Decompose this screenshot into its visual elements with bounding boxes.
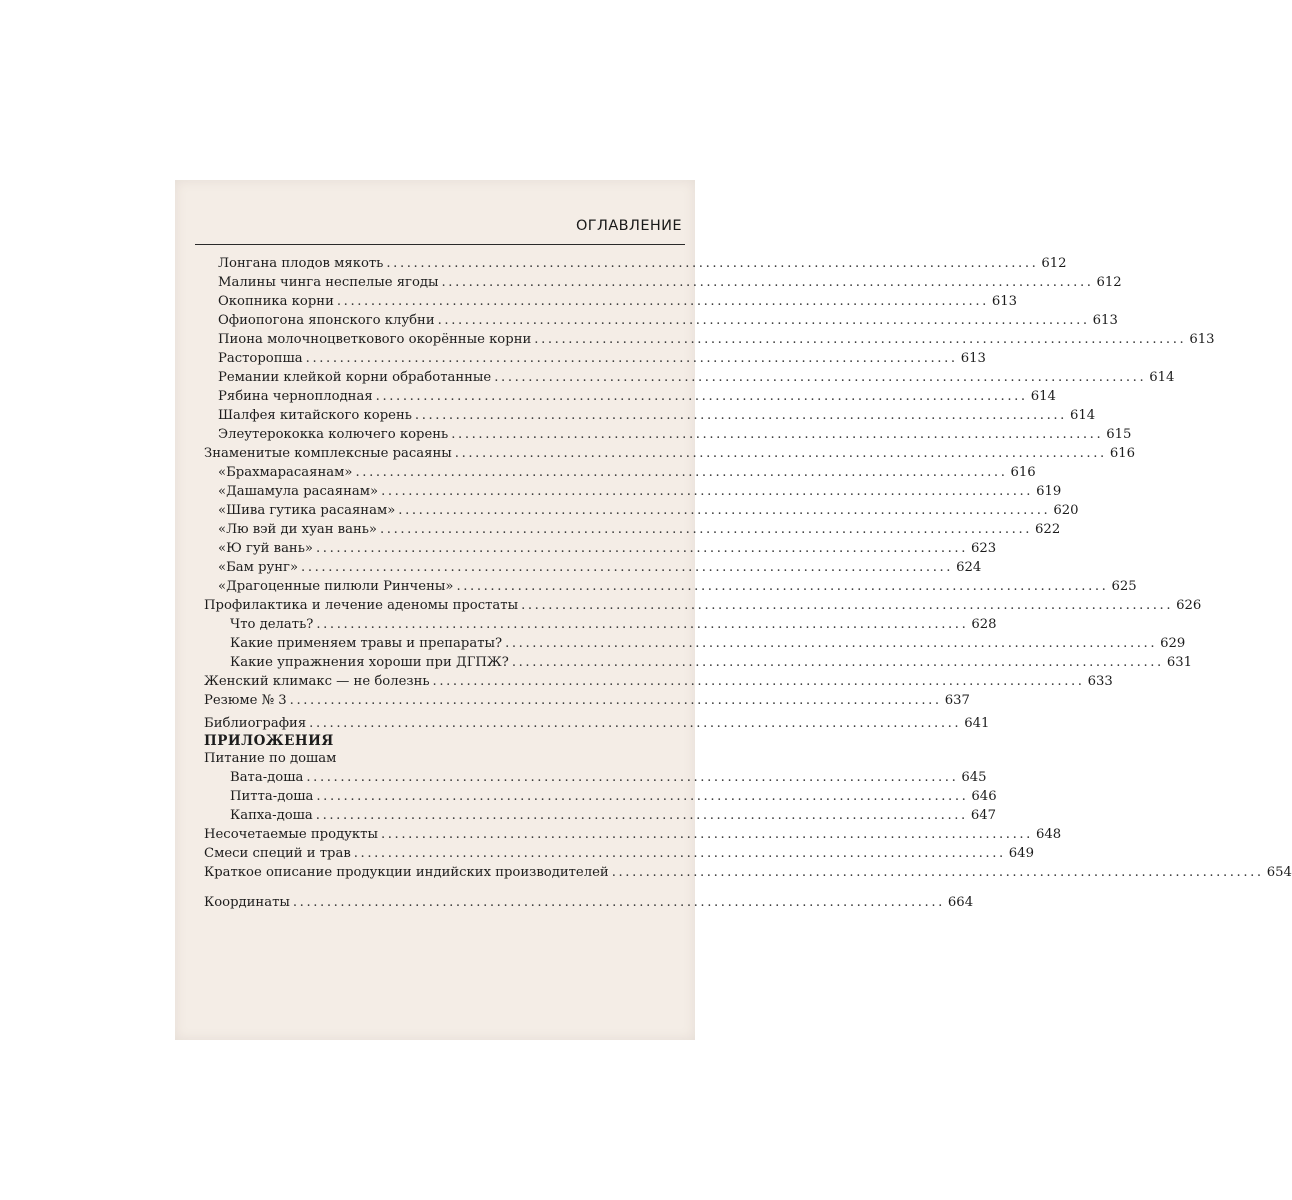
toc-leader-dots: ................................................................................................ xyxy=(511,655,1164,670)
toc-page-number: 624 xyxy=(956,560,982,575)
toc-entry-title: «Ю гуй вань» xyxy=(218,541,313,556)
toc-page-number: 623 xyxy=(971,541,997,556)
toc-entry-title: Вата-доша xyxy=(230,770,304,785)
toc-leader-dots: ................................................................................................ xyxy=(305,351,958,366)
toc-page-number: 619 xyxy=(1036,484,1062,499)
toc-page-number: 614 xyxy=(1030,389,1056,404)
toc-entry[interactable] xyxy=(218,503,1079,519)
toc-entry[interactable] xyxy=(218,541,997,557)
toc-entry-title: Краткое описание продукции индийских производителей xyxy=(204,865,609,880)
toc-leader-dots: ................................................................................................ xyxy=(380,522,1033,537)
toc-page-number: 664 xyxy=(947,895,974,910)
toc-leader-dots: ................................................................................................ xyxy=(306,770,959,785)
toc-entry[interactable] xyxy=(204,693,970,709)
toc-entry-title: Офиопогона японского клубни xyxy=(218,313,435,328)
toc-entry[interactable] xyxy=(218,370,1175,386)
toc-leader-dots: ................................................................................................ xyxy=(398,503,1051,518)
toc-entry-title: Библиография xyxy=(204,716,307,731)
toc-entry-title: Резюме № 3 xyxy=(204,693,287,708)
toc-page-number: 613 xyxy=(960,351,986,366)
toc-page-number: 613 xyxy=(991,294,1018,309)
toc-page-number: 612 xyxy=(1041,256,1067,271)
toc-leader-dots: ................................................................................................ xyxy=(315,541,969,556)
toc-entry-title: Окопника корни xyxy=(218,294,334,309)
toc-page-number: 615 xyxy=(1106,427,1132,442)
toc-page-number: 613 xyxy=(1189,332,1215,347)
toc-entry[interactable] xyxy=(218,484,1062,500)
toc-entry-title: Рябина черноплодная xyxy=(218,389,373,404)
toc-page-number: 612 xyxy=(1096,275,1122,290)
toc-entry[interactable] xyxy=(230,636,1186,652)
toc-entry-title: «Бам рунг» xyxy=(218,560,299,575)
toc-entry-title: Женский климакс — не болезнь xyxy=(204,674,430,689)
toc-leader-dots: ................................................................................................ xyxy=(301,560,954,575)
toc-entry[interactable] xyxy=(204,598,1202,614)
toc-leader-dots: ................................................................................................ xyxy=(386,256,1039,271)
toc-entry-title: Лонгана плодов мякоть xyxy=(218,256,384,271)
toc-entry[interactable] xyxy=(204,827,1062,843)
toc-entry-title: «Драгоценные пилюли Ринчены» xyxy=(218,579,454,594)
toc-entry-title: Питта-доша xyxy=(230,789,314,804)
toc-entry[interactable] xyxy=(218,313,1118,329)
toc-entry[interactable] xyxy=(230,617,997,633)
appendix-heading: ПРИЛОЖЕНИЯ xyxy=(204,733,334,749)
toc-entry-title: Элеутерококка колючего корень xyxy=(218,427,449,442)
toc-entry[interactable] xyxy=(204,846,1034,862)
toc-page-number: 614 xyxy=(1069,408,1096,423)
toc-entry[interactable] xyxy=(218,351,986,367)
toc-entry[interactable] xyxy=(218,408,1096,424)
toc-entry-title: Координаты xyxy=(204,895,290,910)
toc-entry[interactable] xyxy=(230,770,987,786)
toc-page-number: 616 xyxy=(1109,446,1135,461)
toc-page-number: 626 xyxy=(1176,598,1202,613)
toc-entry-title: Какие упражнения хороши при ДГПЖ? xyxy=(230,655,509,670)
toc-entry[interactable] xyxy=(218,560,982,576)
toc-entry[interactable] xyxy=(218,389,1056,405)
toc-leader-dots: ................................................................................................ xyxy=(505,636,1158,651)
toc-entry-title: «Брахмарасаянам» xyxy=(218,465,353,480)
toc-entry-title: Шалфея китайского корень xyxy=(218,408,412,423)
toc-entry-title: «Лю вэй ди хуан вань» xyxy=(218,522,378,537)
toc-page-number: 637 xyxy=(944,693,970,708)
toc-page-number: 646 xyxy=(971,789,997,804)
toc-entry-title: Пиона молочноцветкового окорённые корни xyxy=(218,332,532,347)
toc-page-number: 614 xyxy=(1149,370,1175,385)
toc-page-number: 616 xyxy=(1010,465,1036,480)
toc-entry[interactable] xyxy=(218,256,1067,272)
toc-leader-dots: ................................................................................................ xyxy=(309,716,962,731)
toc-page-number: 628 xyxy=(971,617,997,632)
toc-leader-dots: ................................................................................................ xyxy=(494,370,1147,385)
toc-leader-dots: ................................................................................................ xyxy=(292,895,945,910)
toc-entry[interactable] xyxy=(230,789,997,805)
toc-page-number: 629 xyxy=(1160,636,1186,651)
toc-leader-dots: ................................................................................................ xyxy=(336,294,989,309)
toc-leader-dots: ................................................................................................ xyxy=(381,484,1034,499)
toc-leader-dots: ................................................................................................ xyxy=(437,313,1090,328)
toc-leader-dots: ................................................................................................ xyxy=(521,598,1174,613)
toc-page-number: 613 xyxy=(1092,313,1118,328)
toc-entry-title: Что делать? xyxy=(230,617,314,632)
toc-leader-dots: ................................................................................................ xyxy=(353,846,1006,861)
toc-page-number: 645 xyxy=(961,770,987,785)
toc-page-number: 631 xyxy=(1166,655,1193,670)
toc-page-number: 647 xyxy=(970,808,996,823)
toc-page-number: 648 xyxy=(1035,827,1062,842)
toc-entry[interactable] xyxy=(218,294,1018,310)
toc-entry-title: Знаменитые комплексные расаяны xyxy=(204,446,452,461)
toc-leader-dots: ................................................................................................ xyxy=(441,275,1094,290)
toc-entry-title: «Шива гутика расаянам» xyxy=(218,503,396,518)
toc-leader-dots: ................................................................................................ xyxy=(451,427,1104,442)
toc-entry-title: Смеси специй и трав xyxy=(204,846,351,861)
toc-entry-title: Расторопша xyxy=(218,351,303,366)
toc-page-number: 625 xyxy=(1111,579,1137,594)
toc-entry[interactable] xyxy=(218,465,1036,481)
toc-leader-dots: ................................................................................................ xyxy=(316,617,969,632)
toc-entry[interactable] xyxy=(204,446,1135,462)
toc-leader-dots: ................................................................................................ xyxy=(380,827,1033,842)
toc-entry-title: Профилактика и лечение аденомы простаты xyxy=(204,598,519,613)
toc-entry[interactable] xyxy=(218,332,1215,348)
page-header-title: ОГЛАВЛЕНИЕ xyxy=(575,218,682,234)
toc-page-number: 622 xyxy=(1035,522,1061,537)
toc-entry[interactable] xyxy=(230,655,1193,671)
toc-entry[interactable] xyxy=(218,579,1137,595)
toc-page-number: 641 xyxy=(964,716,990,731)
toc-leader-dots: ................................................................................................ xyxy=(611,865,1264,880)
toc-entry-title: Какие применяем травы и препараты? xyxy=(230,636,503,651)
toc-leader-dots: ................................................................................................ xyxy=(375,389,1028,404)
toc-entry-title: Несочетаемые продукты xyxy=(204,827,378,842)
toc-page-number: 633 xyxy=(1087,674,1113,689)
toc-page-number: 649 xyxy=(1008,846,1034,861)
toc-leader-dots: ................................................................................................ xyxy=(289,693,942,708)
toc-leader-dots: ................................................................................................ xyxy=(432,674,1085,689)
toc-leader-dots: ................................................................................................ xyxy=(315,808,968,823)
toc-entry[interactable] xyxy=(204,895,974,911)
toc-entry-title: Питание по дошам xyxy=(204,751,337,766)
toc-entry[interactable] xyxy=(218,427,1132,443)
toc-entry-title: Малины чинга неспелые ягоды xyxy=(218,275,439,290)
toc-entry-title: Ремании клейкой корни обработанные xyxy=(218,370,492,385)
toc-entry[interactable] xyxy=(204,865,1292,881)
toc-entry[interactable] xyxy=(204,716,990,732)
toc-page-number: 654 xyxy=(1266,865,1292,880)
toc-leader-dots: ................................................................................................ xyxy=(355,465,1008,480)
toc-leader-dots: ................................................................................................ xyxy=(316,789,969,804)
toc-entry[interactable] xyxy=(218,522,1061,538)
toc-leader-dots: ................................................................................................ xyxy=(414,408,1067,423)
toc-entry[interactable] xyxy=(204,751,678,767)
toc-entry-title: «Дашамула расаянам» xyxy=(218,484,379,499)
toc-leader-dots: ................................................................................................ xyxy=(534,332,1187,347)
toc-entry[interactable] xyxy=(230,808,996,824)
toc-entry[interactable] xyxy=(218,275,1122,291)
toc-leader-dots: ................................................................................................ xyxy=(456,579,1109,594)
toc-entry-title: Капха-доша xyxy=(230,808,313,823)
toc-leader-dots: ................................................................................................ xyxy=(454,446,1107,461)
toc-page-number: 620 xyxy=(1053,503,1079,518)
toc-entry[interactable] xyxy=(204,674,1113,690)
